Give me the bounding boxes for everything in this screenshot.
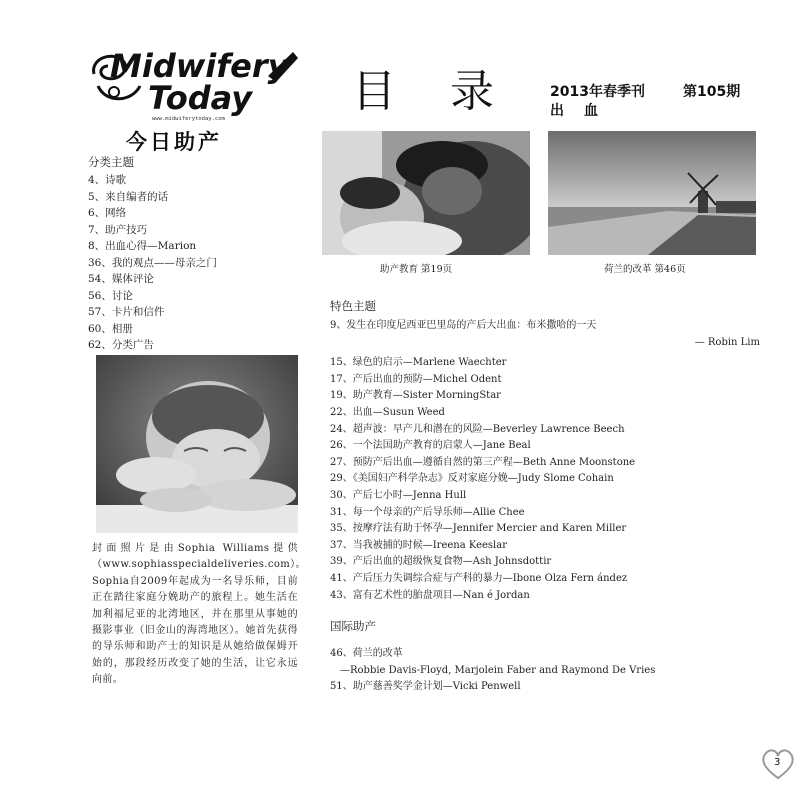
international-list (330, 646, 760, 696)
logo-word-midwifery: Midwifery (110, 47, 289, 85)
list-item: 36、我的观点——母亲之门 (88, 256, 217, 269)
list-item: 5、来自编者的话 (88, 190, 169, 203)
list-item: 17、产后出血的预防—Michel Odent (330, 373, 502, 385)
list-item: 22、出血—Susun Weed (330, 406, 445, 418)
list-item-author: —Robbie Davis-Floyd, Marjolein Faber and Raymond De Vries (340, 664, 656, 676)
list-item: 19、助产教育—Sister MorningStar (330, 390, 501, 402)
list-item: 4、诗歌 (88, 174, 127, 186)
departments-label: 分类主题 (88, 155, 134, 169)
page-number: 3 (774, 757, 781, 768)
cover-photo-credit: 封面照片是由Sophia Williams提供（www.sophiasspecialdeliveries.com）。Sophia自2009年起成为一名导乐师，目前正在踏往家庭分娩助产的旅程上。她生活在加利福尼亚的北湾地区，并在那里从事她的摄影事业（旧金山的海湾地区）。她首先获得的导乐师和助产士的知识是从她给做保姆开始的，那段经历改变了她的生活，让它永远向前。 (92, 543, 306, 686)
departments-list (88, 172, 217, 354)
photo-netherlands-windmill (548, 131, 756, 255)
list-item: 41、产后压力失调综合症与产科的暴力—Ibone Olza Fern ández (330, 572, 628, 584)
list-item: 30、产后七小时—Jenna Hull (330, 489, 467, 501)
list-item: 46、荷兰的改革 (330, 648, 403, 659)
caption-midwifery-education: 助产教育 第19页 (380, 264, 453, 275)
caption-netherlands: 荷兰的改革 第46页 (604, 264, 686, 275)
list-item: 24、超声波：早产儿和潜在的风险—Beverley Lawrence Beech (330, 423, 625, 435)
list-item: 31、每一个母亲的产后导乐师—Allie Chee (330, 506, 525, 518)
list-item: 35、按摩疗法有助于怀孕—Jennifer Mercier and Karen Miller (330, 523, 627, 535)
list-item: 60、相册 (88, 322, 133, 335)
list-item: 37、当我被捕的时候—Ireena Keeslar (330, 539, 507, 551)
list-item: 7、助产技巧 (88, 223, 148, 236)
list-item: 26、一个法国助产教育的启蒙人—Jane Beal (330, 440, 531, 452)
issue-number: 第105期 (683, 84, 741, 100)
cover-photo-sleeping-baby (96, 355, 298, 533)
list-item: 6、网络 (88, 207, 127, 219)
list-item: 15、绿色的启示—Marlene Waechter (330, 357, 507, 369)
list-item: 39、产后出血的超级恢复食物—Ash Johnsdottir (330, 556, 552, 568)
photo-midwifery-education (322, 131, 530, 255)
midwifery-today-logo (88, 46, 303, 154)
list-item: 9、发生在印度尼西亚巴里岛的产后大出血：布米撒哈的一天 (330, 320, 597, 331)
list-item: 56、讨论 (88, 289, 133, 302)
features-label: 特色主题 (330, 299, 376, 313)
list-item: 27、预防产后出血—遵循自然的第三产程—Beth Anne Moonstone (330, 456, 636, 468)
logo-word-today: Today (148, 79, 253, 117)
features-list (330, 318, 760, 604)
list-item-author: — Robin Lim (694, 336, 760, 348)
list-item: 57、卡片和信件 (88, 306, 165, 318)
list-item: 51、助产慈善奖学金计划—Vicki Penwell (330, 681, 521, 693)
list-item: 8、出血心得—Marion (88, 240, 197, 252)
international-label: 国际助产 (330, 619, 376, 633)
list-item: 54、媒体评论 (88, 273, 154, 285)
logo-chinese: 今日助产 (126, 130, 222, 154)
issue-season: 2013年春季刊 (550, 84, 645, 100)
page-title: 目录 (352, 66, 548, 117)
issue-theme: 出血 (550, 103, 618, 119)
list-item: 29、《美国妇产科学杂志》反对家庭分娩—Judy Slome Cohain (330, 473, 614, 485)
logo-url: www.midwiferytoday.com (152, 116, 225, 122)
list-item: 62、分类广告 (88, 339, 154, 351)
list-item: 43、富有艺术性的胎盘项目—Nan é Jordan (330, 589, 530, 601)
